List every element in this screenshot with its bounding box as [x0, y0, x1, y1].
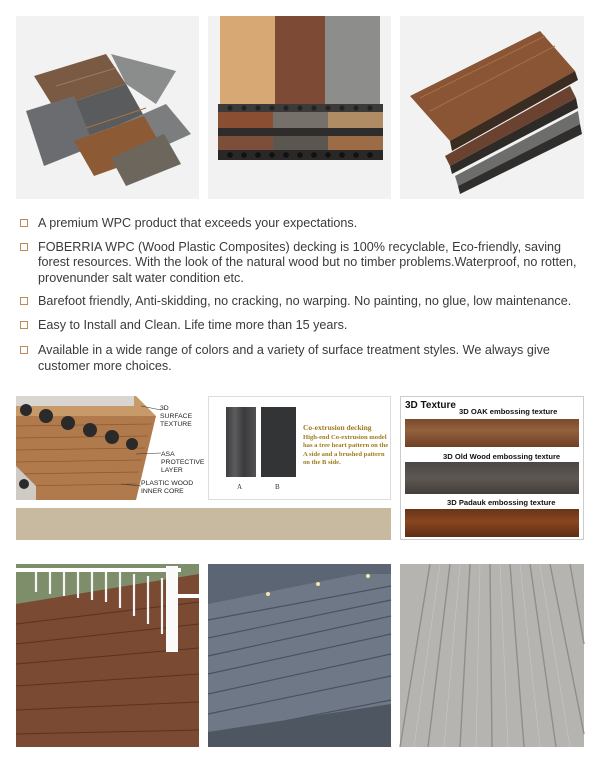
deck-photo-grey-lights — [208, 564, 391, 747]
coextrusion-board-b — [261, 407, 296, 477]
product-photo-boards-stack — [208, 16, 391, 199]
deck-railing-illustration — [16, 564, 199, 747]
old-wood-texture-label: 3D Old Wood embossing texture — [443, 452, 561, 461]
bullet-square-icon — [20, 321, 28, 329]
product-photo-boards-angled — [400, 16, 584, 199]
deck-photo-light-grey — [400, 564, 584, 747]
coextrusion-board-a — [226, 407, 256, 477]
label-inner-core: PLASTIC WOOD INNER CORE — [141, 480, 194, 495]
tan-divider-band — [16, 508, 391, 540]
side-b-label: B — [275, 483, 280, 491]
boards-stack-illustration — [208, 16, 391, 199]
coextrusion-title: Co-extrusion decking — [303, 423, 372, 432]
coextrusion-panel — [208, 396, 391, 500]
layer-structure-diagram — [16, 396, 205, 500]
coextrusion-description: High-end Co-extrusion model has a tree heart pattern on the A side and a brushed pattern on the B side. — [303, 434, 389, 467]
texture-panel — [400, 396, 584, 540]
feature-item — [18, 343, 584, 374]
side-a-label: A — [237, 483, 243, 491]
deck-light-grey-illustration — [400, 564, 584, 747]
feature-text: FOBERRIA WPC (Wood Plastic Composites) decking is 100% recyclable, Eco-friendly, saving forest resources. With the look of the natural wood but no timber problems.Waterproof, no rotten, provenunder salt water condition etc. — [38, 239, 577, 285]
label-asa-layer: ASA PROTECTIVE LAYER — [161, 451, 205, 474]
feature-item — [18, 240, 584, 287]
feature-item — [18, 216, 584, 232]
oak-texture-label: 3D OAK embossing texture — [459, 407, 558, 416]
old-wood-texture-swatch — [405, 462, 579, 494]
deck-grey-illustration — [208, 564, 391, 747]
feature-text: Easy to Install and Clean. Life time more than 15 years. — [38, 317, 348, 332]
texture-panel-title: 3D Texture — [405, 400, 456, 411]
deck-photo-railing — [16, 564, 199, 747]
feature-item — [18, 294, 584, 310]
product-photo-boards-fan — [16, 16, 199, 199]
bullet-square-icon — [20, 297, 28, 305]
bullet-square-icon — [20, 346, 28, 354]
label-3d-surface: 3D SURFACE TEXTURE — [160, 405, 193, 428]
bullet-square-icon — [20, 219, 28, 227]
padauk-texture-label: 3D Padauk embossing texture — [447, 498, 556, 507]
feature-item — [18, 318, 584, 334]
feature-text: Available in a wide range of colors and a variety of surface treatment styles. We always give customer more choices. — [38, 343, 550, 373]
boards-angled-illustration — [400, 16, 584, 199]
feature-text: Barefoot friendly, Anti-skidding, no cracking, no warping. No painting, no glue, low maintenance. — [38, 294, 572, 308]
boards-fan-illustration — [16, 16, 199, 199]
oak-texture-swatch — [405, 419, 579, 447]
feature-text: A premium WPC product that exceeds your expectations. — [38, 216, 358, 230]
bullet-square-icon — [20, 243, 28, 251]
padauk-texture-swatch — [405, 509, 579, 537]
feature-list — [18, 216, 584, 380]
